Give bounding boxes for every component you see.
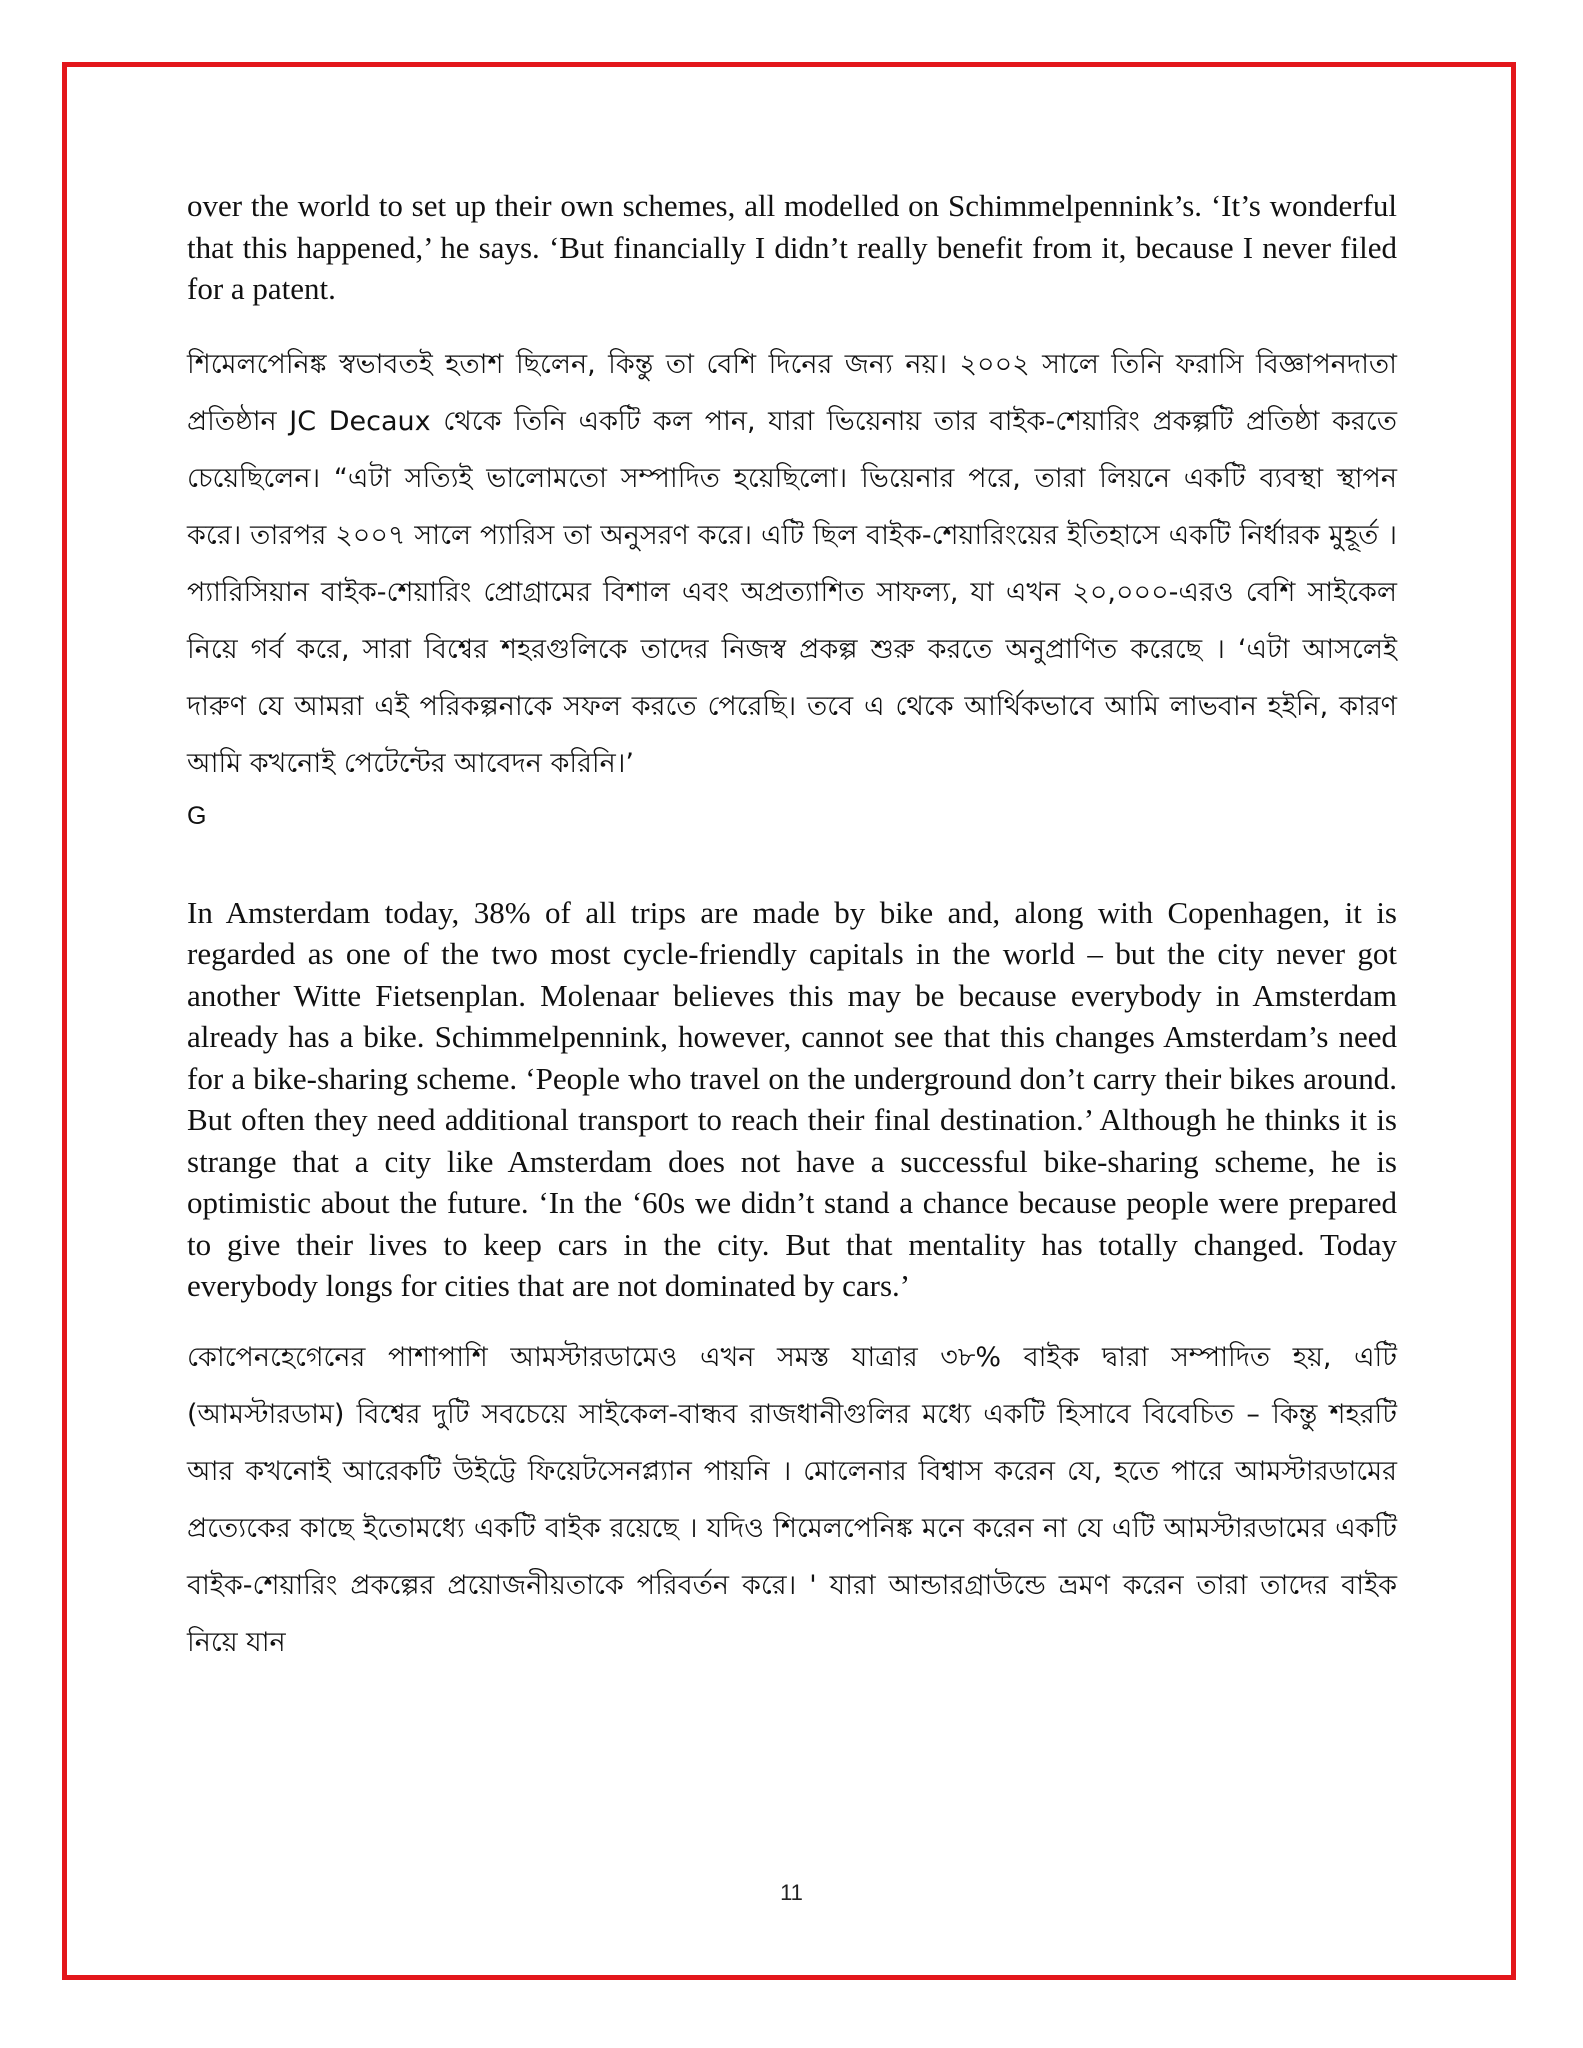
english-paragraph-2: In Amsterdam today, 38% of all trips are made by bike and, along with Copenhagen, it is regarded as one of the two most cycle-friendly capitals in the world – but the city never got another Witte Fietsenplan. Molenaar believes this may be because everybody in Amsterdam already has a bike. Schimmelpennink, however, cannot see that this changes Amsterdam’s need for a bike-sharing scheme. ‘People who travel on the underground don’t carry their bikes around. But often they need additional transport to reach their final destination.’ Although he thinks it is strange that a city like Amsterdam does not have a successful bike-sharing scheme, he is optimistic about the future. ‘In the ‘60s we didn’t stand a chance because people were prepared to give their lives to keep cars in the city. But that mentality has totally changed. Today everybody longs for cities that are not dominated by cars.’ — [187, 894, 1397, 1303]
bengali-paragraph-1: শিমেলপেনিঙ্ক স্বভাবতই হতাশ ছিলেন, কিন্তু তা বেশি দিনের জন্য নয়। ২০০২ সালে তিনি ফরাসি বিজ্ঞাপনদাতা প্রতিষ্ঠান JC Decaux থেকে তিনি একটি কল পান, যারা ভিয়েনায় তার বাইক-শেয়ারিং প্রকল্পটি প্রতিষ্ঠা করতে চেয়েছিলেন। “এটা সত্যিই ভালোমতো সম্পাদিত হয়েছিলো। ভিয়েনার পরে, তারা লিয়নে একটি ব্যবস্থা স্থাপন করে। তারপর ২০০৭ সালে প্যারিস তা অনুসরণ করে। এটি ছিল বাইক-শেয়ারিংয়ের ইতিহাসে একটি নির্ধারক মুহূর্ত । প্যারিসিয়ান বাইক-শেয়ারিং প্রোগ্রামের বিশাল এবং অপ্রত্যাশিত সাফল্য, যা এখন ২০,০০০-এরও বেশি সাইকেল নিয়ে গর্ব করে, সারা বিশ্বের শহরগুলিকে তাদের নিজস্ব প্রকল্প শুরু করতে অনুপ্রাণিত করেছে । ‘এটা আসলেই দারুণ যে আমরা এই পরিকল্পনাকে সফল করতে পেরেছি। তবে এ থেকে আর্থিকভাবে আমি লাভবান হইনি, কারণ আমি কখনোই পেটেন্টের আবেদন করিনি।’ — [187, 348, 1397, 779]
bengali-paragraph-2: কোপেনহেগেনের পাশাপাশি আমস্টারডামেও এখন সমস্ত যাত্রার ৩৮% বাইক দ্বারা সম্পাদিত হয়, এটি (আমস্টারডাম) বিশ্বের দুটি সবচেয়ে সাইকেল-বান্ধব রাজধানীগুলির মধ্যে একটি হিসাবে বিবেচিত – কিন্তু শহরটি আর কখনোই আরেকটি উইট্টে ফিয়েটসেনপ্ল্যান পায়নি । মোলেনার বিশ্বাস করেন যে, হতে পারে আমস্টারডামের প্রত্যেকের কাছে ইতোমধ্যে একটি বাইক রয়েছে । যদিও শিমেলপেনিঙ্ক মনে করেন না যে এটি আমস্টারডামের একটি বাইক-শেয়ারিং প্রকল্পের প্রয়োজনীয়তাকে পরিবর্তন করে। ' যারা আন্ডারগ্রাউন্ডে ভ্রমণ করেন তারা তাদের বাইক নিয়ে যান — [187, 1341, 1397, 1658]
english-paragraph-1: over the world to set up their own schemes, all modelled on Schimmelpennink’s. ‘It’s wonderful that this happened,’ he says. ‘But financially I didn’t really benefit from it, because I never filed for a patent. — [187, 188, 1397, 306]
section-marker: G — [187, 801, 207, 830]
document-body — [187, 185, 1397, 1671]
page-number: 11 — [780, 1880, 803, 1905]
